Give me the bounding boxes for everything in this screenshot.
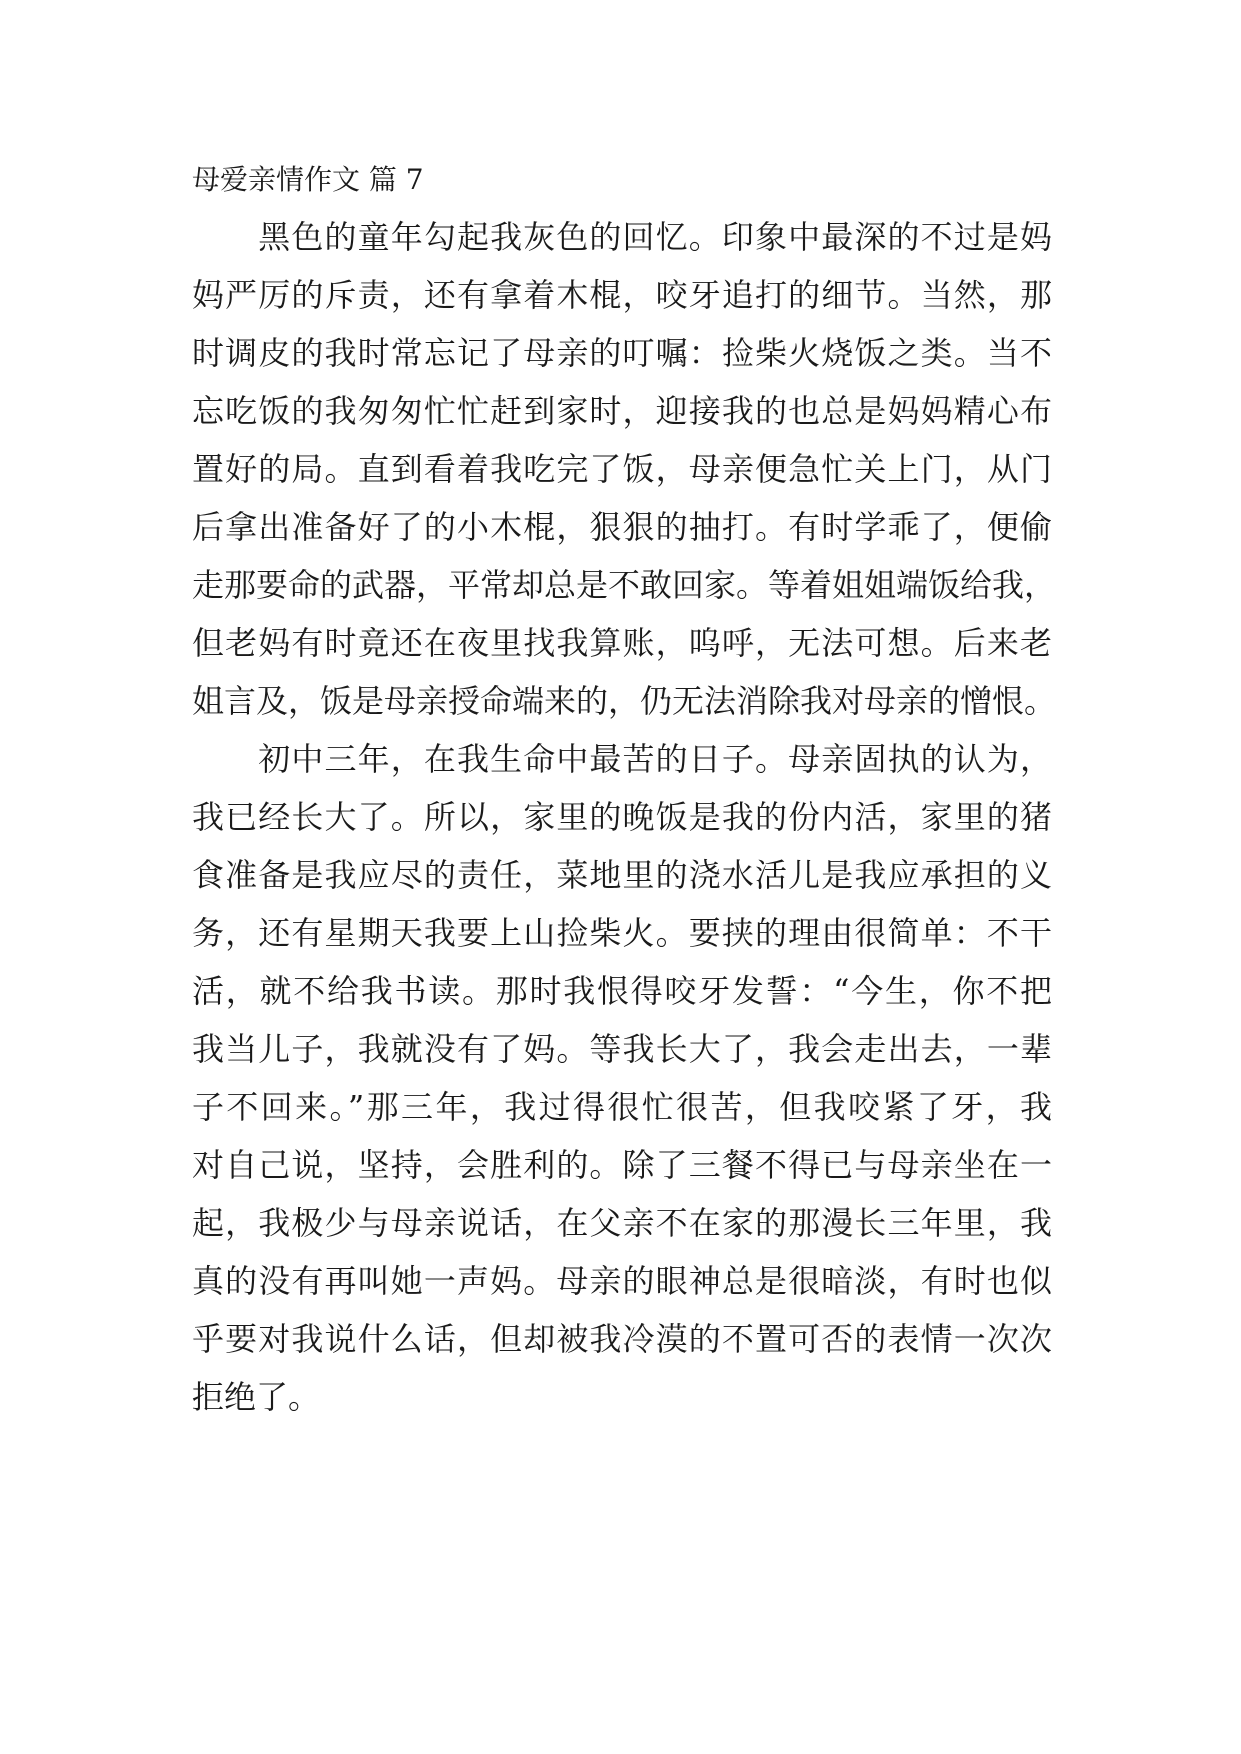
document-body [192, 160, 1057, 1426]
text-line: 妈严厉的斥责，还有拿着木棍，咬牙追打的细节。当然，那 [192, 276, 1052, 314]
text-line: 拒绝了。 [192, 1378, 321, 1416]
paragraph-1 [192, 208, 1057, 730]
text-line: 时调皮的我时常忘记了母亲的叮嘱：捡柴火烧饭之类。当不 [192, 334, 1052, 372]
document-title: 母爱亲情作文 篇 7 [192, 163, 424, 196]
text-line: 对自己说，坚持，会胜利的。除了三餐不得已与母亲坐在一 [192, 1146, 1052, 1184]
text-line: 忘吃饭的我匆匆忙忙赶到家时，迎接我的也总是妈妈精心布 [192, 392, 1052, 430]
text-line: 但老妈有时竟还在夜里找我算账，呜呼，无法可想。后来老 [192, 624, 1052, 662]
text-line: 真的没有再叫她一声妈。母亲的眼神总是很暗淡，有时也似 [192, 1262, 1052, 1300]
text-line: 起，我极少与母亲说话，在父亲不在家的那漫长三年里，我 [192, 1204, 1052, 1242]
text-line: 子不回来。”那三年，我过得很忙很苦，但我咬紧了牙，我 [192, 1088, 1052, 1126]
text-line: 黑色的童年勾起我灰色的回忆。印象中最深的不过是妈 [192, 218, 1052, 256]
text-line: 后拿出准备好了的小木棍，狠狠的抽打。有时学乖了，便偷 [192, 508, 1052, 546]
text-line: 我当儿子，我就没有了妈。等我长大了，我会走出去，一辈 [192, 1030, 1052, 1068]
text-line: 乎要对我说什么话，但却被我冷漠的不置可否的表情一次次 [192, 1320, 1052, 1358]
text-line: 置好的局。直到看着我吃完了饭，母亲便急忙关上门，从门 [192, 450, 1052, 488]
text-line: 活，就不给我书读。那时我恨得咬牙发誓：“今生，你不把 [192, 972, 1052, 1010]
text-line: 务，还有星期天我要上山捡柴火。要挟的理由很简单：不干 [192, 914, 1052, 952]
text-line: 走那要命的武器，平常却总是不敢回家。等着姐姐端饭给我， [192, 566, 1057, 604]
text-line: 我已经长大了。所以，家里的晚饭是我的份内活，家里的猪 [192, 798, 1052, 836]
text-line: 姐言及，饭是母亲授命端来的，仍无法消除我对母亲的憎恨。 [192, 682, 1057, 720]
text-line: 初中三年，在我生命中最苦的日子。母亲固执的认为， [192, 740, 1052, 778]
text-line: 食准备是我应尽的责任，菜地里的浇水活儿是我应承担的义 [192, 856, 1052, 894]
paragraph-2 [192, 730, 1052, 1426]
